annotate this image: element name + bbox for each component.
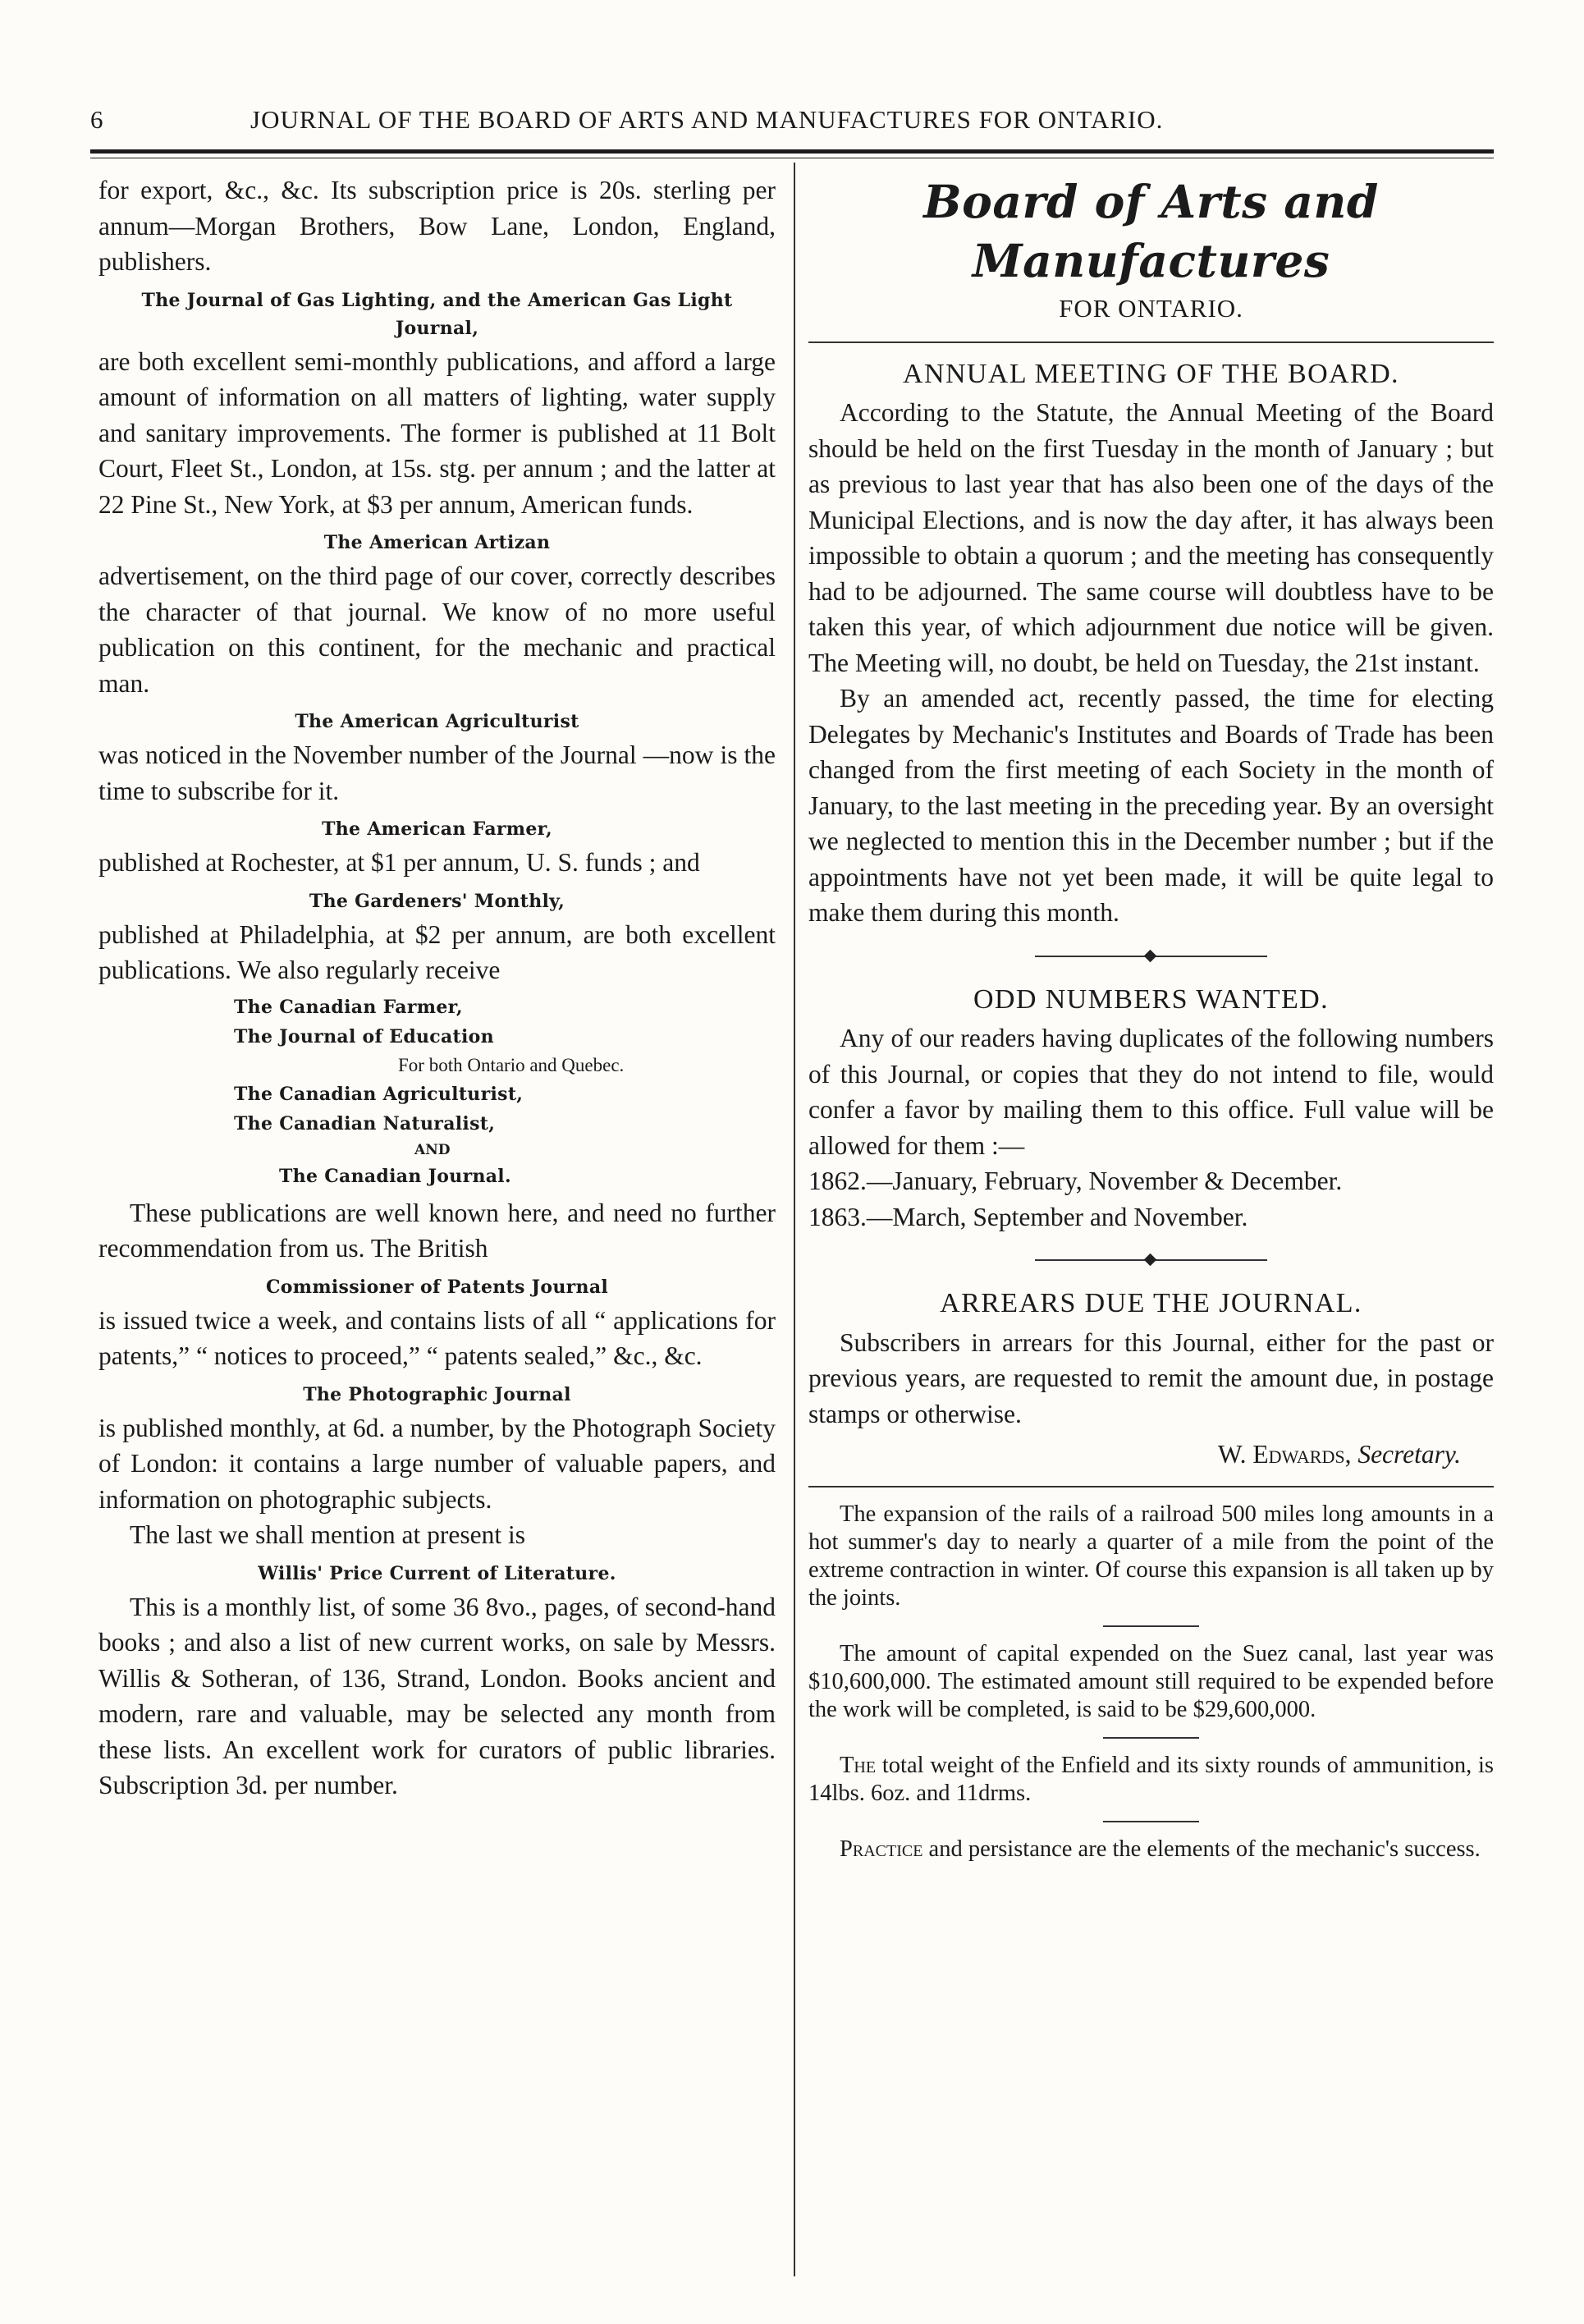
signature-role: Secretary.	[1357, 1440, 1461, 1469]
section-rule	[808, 341, 1494, 343]
right-column	[808, 172, 1494, 1863]
paragraph-patents: is issued twice a week, and contains lists of all “ applications for patents,” “ notices to proceed,” “ patents sealed,” &c., &c.	[98, 1305, 776, 1370]
periodicals-list	[98, 993, 776, 1190]
subheading-gardeners: The Gardeners' Monthly,	[309, 890, 565, 912]
paragraph-farmer: published at Rochester, at $1 per annum, U. S. funds ; and	[98, 848, 700, 877]
note-practice	[808, 1836, 1494, 1863]
note-rule	[1103, 1737, 1199, 1739]
signature	[808, 1437, 1494, 1473]
paragraph-artizan: advertisement, on the third page of our cover, correctly describes the character of that journal. We know of no more useful publication on this continent, for the mechanic and practical man.	[98, 562, 776, 698]
paragraph-publications: These publications are well known here, and need no further recommendation from us. The British	[98, 1198, 776, 1263]
list-item-canadian-naturalist: The Canadian Naturalist,	[234, 1112, 496, 1134]
section-rule	[808, 1486, 1494, 1487]
signature-name: W. Edwards,	[1217, 1440, 1352, 1469]
subheading-willis: Willis' Price Current of Literature.	[258, 1562, 616, 1584]
masthead: Board of Arts and Manufactures	[923, 175, 1379, 287]
left-column	[98, 172, 776, 1804]
note-enfield-text: total weight of the Enfield and its sixty rounds of ammunition, is 14lbs. 6oz. and 11drms.	[808, 1752, 1494, 1806]
subheading-gas-journal: The Journal of Gas Lighting, and the American Gas Light Journal,	[141, 289, 733, 339]
note-practice-text: and persistance are the elements of the mechanic's success.	[928, 1836, 1481, 1862]
heading-arrears: ARREARS DUE THE JOURNAL.	[940, 1288, 1362, 1318]
subheading-photographic: The Photographic Journal	[303, 1383, 571, 1405]
paragraph-annual-2: By an amended act, recently passed, the time for electing Delegates by Mechanic's Institutes and Boards of Trade has been changed from the first meeting of each Society in the month of January, to the last meeting in the preceding year. By an oversight we neglected to mention this in the December number ; but if the appointments have not yet been made, it will be quite legal to make them during this month.	[808, 684, 1494, 927]
paragraph-export: for export, &c., &c. Its subscription price is 20s. sterling per annum—Morgan Brothers, Bow Lane, London, England, publishers.	[98, 176, 776, 276]
header-rule	[90, 149, 1494, 154]
subheading-artizan: The American Artizan	[323, 532, 551, 553]
odd-numbers-1862: 1862.—January, February, November & December.	[808, 1167, 1343, 1195]
subheading-patents: Commissioner of Patents Journal	[265, 1276, 609, 1298]
ornament-divider	[1035, 1254, 1268, 1266]
list-item-canadian-farmer: The Canadian Farmer,	[234, 996, 463, 1018]
paragraph-agriculturist: was noticed in the November number of the Journal —now is the time to subscribe for it.	[98, 740, 776, 805]
subheading-agriculturist: The American Agriculturist	[295, 711, 579, 732]
paragraph-odd: Any of our readers having duplicates of the following numbers of this Journal, or copies that they do not intend to file, would confer a favor by mailing them to this office. Full value will be allowed for them :—	[808, 1024, 1494, 1160]
paragraph-gas: are both excellent semi-monthly publications, and afford a large amount of information on all matters of lighting, water supply and sanitary improvements. The former is published at 11 Bolt Court, Fleet St., London, at 15s. stg. per annum ; and the latter at 22 Pine St., New York, at $3 per annum, American funds.	[98, 346, 776, 519]
heading-annual-meeting: ANNUAL MEETING OF THE BOARD.	[903, 358, 1399, 389]
subheading-farmer: The American Farmer,	[322, 818, 552, 840]
note-rails: The expansion of the rails of a railroad 500 miles long amounts in a hot summer's day to nearly a quarter of a mile from the point of the extreme contraction in winter. Of course this expansion is all taken up by the joints.	[808, 1501, 1494, 1611]
note-suez: The amount of capital expended on the Suez canal, last year was $10,600,000. The estimated amount still required to be expended before the work will be completed, is said to be $29,600,000.	[808, 1640, 1494, 1722]
list-item-canadian-agriculturist: The Canadian Agriculturist,	[234, 1083, 524, 1105]
masthead-subtitle: FOR ONTARIO.	[1059, 294, 1243, 323]
list-note-ontario-quebec: For both Ontario and Quebec.	[398, 1054, 625, 1075]
list-item-journal-education: The Journal of Education	[234, 1025, 494, 1047]
paragraph-last: The last we shall mention at present is	[130, 1520, 526, 1549]
note-rule	[1103, 1625, 1199, 1627]
heading-odd-numbers: ODD NUMBERS WANTED.	[973, 983, 1330, 1015]
list-and: AND	[414, 1141, 451, 1158]
paragraph-annual-1: According to the Statute, the Annual Meeting of the Board should be held on the first Tuesday in the month of January ; but as previous to last year that has also been one of the days of the Municipal Elections, and is now the day after, it has always been impossible to obtain a quorum ; and the meeting has consequently had to be adjourned. The same course will doubtless have to be taken this year, of which adjournment due notice will be given. The Meeting will, no doubt, be held on Tuesday, the 21st instant.	[808, 398, 1494, 677]
note-practice-lead: Practice	[840, 1836, 923, 1862]
note-enfield-lead: The	[840, 1752, 877, 1778]
paragraph-willis: This is a monthly list, of some 36 8vo., pages, of second-hand books ; and also a list of new current works, on sale by Messrs. Willis & Sotheran, of 136, Strand, London. Books ancient and modern, rare and valuable, may be selected any month from these lists. An excellent work for curators of public libraries. Subscription 3d. per number.	[98, 1592, 776, 1799]
ornament-divider	[1035, 951, 1268, 962]
page-number: 6	[90, 105, 104, 134]
odd-numbers-1863: 1863.—March, September and November.	[808, 1202, 1248, 1231]
note-rule	[1103, 1821, 1199, 1822]
paragraph-gardeners: published at Philadelphia, at $2 per annum, are both excellent publications. We also regularly receive	[98, 919, 776, 984]
journal-title: JOURNAL OF THE BOARD OF ARTS AND MANUFACTURES FOR ONTARIO.	[250, 105, 1164, 134]
notes-section	[808, 1501, 1494, 1863]
note-enfield	[808, 1752, 1494, 1808]
list-item-canadian-journal: The Canadian Journal.	[279, 1165, 511, 1187]
paragraph-photographic: is published monthly, at 6d. a number, by the Photograph Society of London: it contains a large number of valuable papers, and information on photographic subjects.	[98, 1413, 776, 1514]
column-divider	[794, 163, 795, 2276]
paragraph-arrears: Subscribers in arrears for this Journal, either for the past or previous years, are requested to remit the amount due, in postage stamps or otherwise.	[808, 1327, 1494, 1428]
